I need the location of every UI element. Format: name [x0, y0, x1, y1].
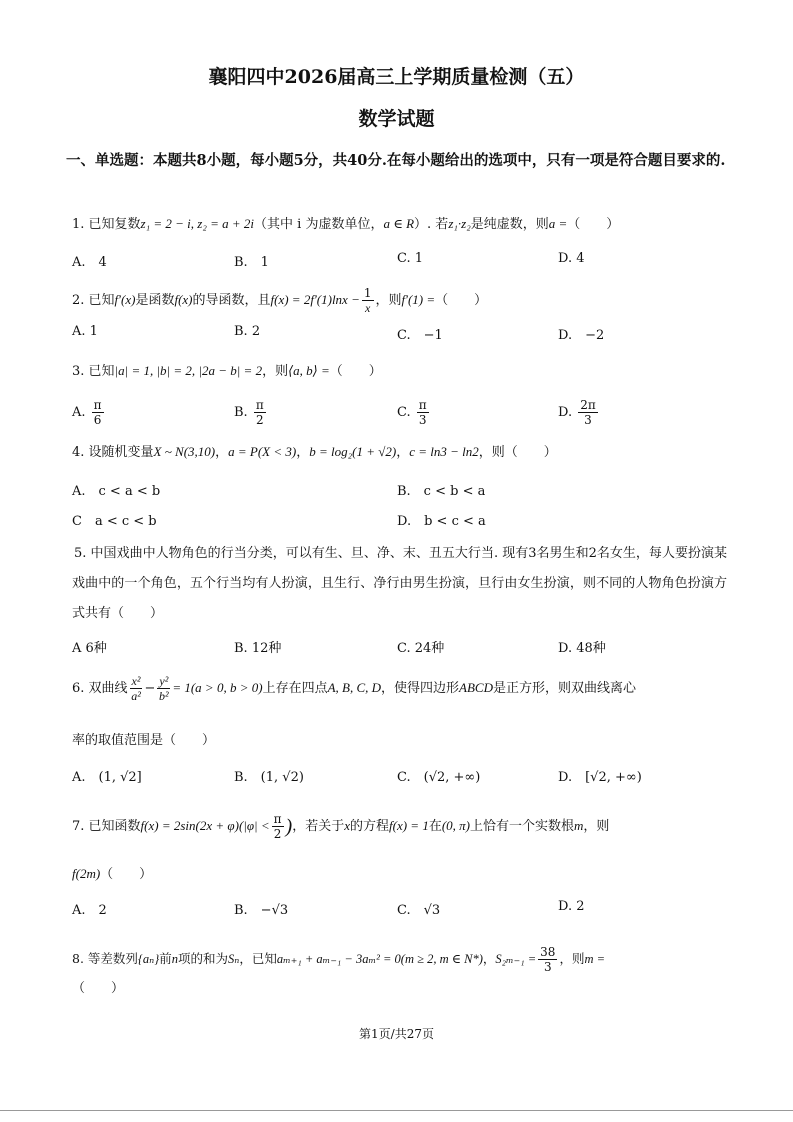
question-2-option-b: B. 2	[234, 324, 261, 339]
question-5-option-d: D. 48种	[558, 641, 606, 656]
question-2-stem: 2. 已知f′(x)是函数f(x)的导函数，且f(x) = 2f′(1)lnx − $\frac{1}{x}$ ，则f′(1) =（ ）	[72, 286, 488, 315]
question-5-stem: 5. 中国戏曲中人物角色的行当分类，可以有生、旦、净、末、丑五大行当. 现有3名男生和2名女生，每人要扮演某戏曲中的一个角色，五个行当均有人扮演，且生行、净行由男生扮演，旦行由女生扮演，则不同的人物角色扮演方式共有（ ）	[72, 546, 727, 621]
question-2-fraction: $\frac{1}{x}$	[363, 286, 372, 315]
question-7-stem: 7. 已知函数f(x) = 2sin(2x + φ)(|φ| < $\frac{\pi}{2}$ )，若关于x的方程f(x) = 1在(0, π)上恰有一个实数根m，则	[72, 812, 610, 841]
section-heading: 一、单选题：本题共8小题，每小题5分，共40分.在每小题给出的选项中，只有一项是符合题目要求的.	[66, 152, 726, 169]
question-8-stem-line2: （ ）	[72, 981, 125, 996]
page-number: 第1页/共27页	[359, 1027, 434, 1041]
question-3-option-c: C. $\frac{\pi}{3}$	[397, 398, 427, 427]
question-7-option-c: C. √3	[397, 903, 441, 918]
question-6-option-d: D. [√2, +∞)	[558, 770, 642, 785]
question-6-option-b: B. (1, √2)	[234, 770, 304, 785]
question-2-option-a: A. 1	[72, 324, 98, 339]
question-2-option-c: C. −1	[397, 328, 443, 343]
question-7-option-b: B. −√3	[234, 903, 289, 918]
question-3-option-b: B. $\frac{\pi}{2}$	[234, 398, 264, 427]
question-7-option-d: D. 2	[558, 899, 585, 914]
question-2-option-d: D. −2	[558, 328, 605, 343]
question-1-option-a: A. 4	[72, 255, 107, 270]
exam-subtitle: 数学试题	[358, 108, 435, 130]
question-8-stem: 8. 等差数列{aₙ}前n项的和为Sₙ，已知aₘ₊₁ + aₘ₋₁ − 3aₘ² = 0(m ≥ 2, m ∈ N*)，S₂ₘ₋₁ = $\frac{38}{3}$ ，则m =	[72, 945, 606, 974]
question-4-stem: 4. 设随机变量X ~ N(3,10)，a = P(X < 3)，b = log₂(1 + √2)，c = ln3 − ln2，则（ ）	[72, 444, 557, 460]
question-5-option-a: A 6种	[72, 641, 107, 656]
question-4-option-c: C a < c < b	[72, 514, 157, 529]
question-6-option-a: A. (1, √2]	[72, 770, 142, 785]
question-7-option-a: A. 2	[72, 903, 107, 918]
question-3-option-a: A. $\frac{\pi}{6}$	[72, 398, 102, 427]
question-1-option-b: B. 1	[234, 255, 269, 270]
question-1-option-c: C. 1	[397, 251, 424, 266]
question-4-option-a: A. c < a < b	[72, 484, 161, 499]
question-5-option-b: B. 12种	[234, 641, 282, 656]
question-3-stem: 3. 已知|a| = 1, |b| = 2, |2a − b| = 2，则⟨a, b⟩ =（ ）	[72, 363, 382, 379]
question-6-stem: 6. 双曲线 $\frac{\text{x²}}{\text{a²}}$ − $\frac{\text{y²}}{\text{b²}}$ = 1(a > 0, b > 0)上存在四点A, B, C, D，使得四边形ABCD是正方形，则双曲线离心	[72, 674, 637, 703]
bottom-divider	[0, 1110, 793, 1111]
question-4-option-d: D. b < c < a	[397, 514, 486, 529]
exam-title: 襄阳四中2026届高三上学期质量检测（五）	[208, 66, 585, 88]
question-4-option-b: B. c < b < a	[397, 484, 486, 499]
question-6-stem-line2: 率的取值范围是（ ）	[72, 733, 216, 748]
question-7-stem-line2: f(2m)（ ）	[72, 866, 153, 882]
question-6-option-c: C. (√2, +∞)	[397, 770, 481, 785]
question-3-option-d: D. $\frac{2\pi}{3}$	[558, 398, 596, 427]
question-5-option-c: C. 24种	[397, 641, 445, 656]
question-1-stem: 1. 已知复数z₁ = 2 − i, z₂ = a + 2i（其中 i 为虚数单位，a ∈ R）. 若z₁·z₂是纯虚数，则a =（ ）	[72, 216, 620, 232]
question-1-option-d: D. 4	[558, 251, 585, 266]
